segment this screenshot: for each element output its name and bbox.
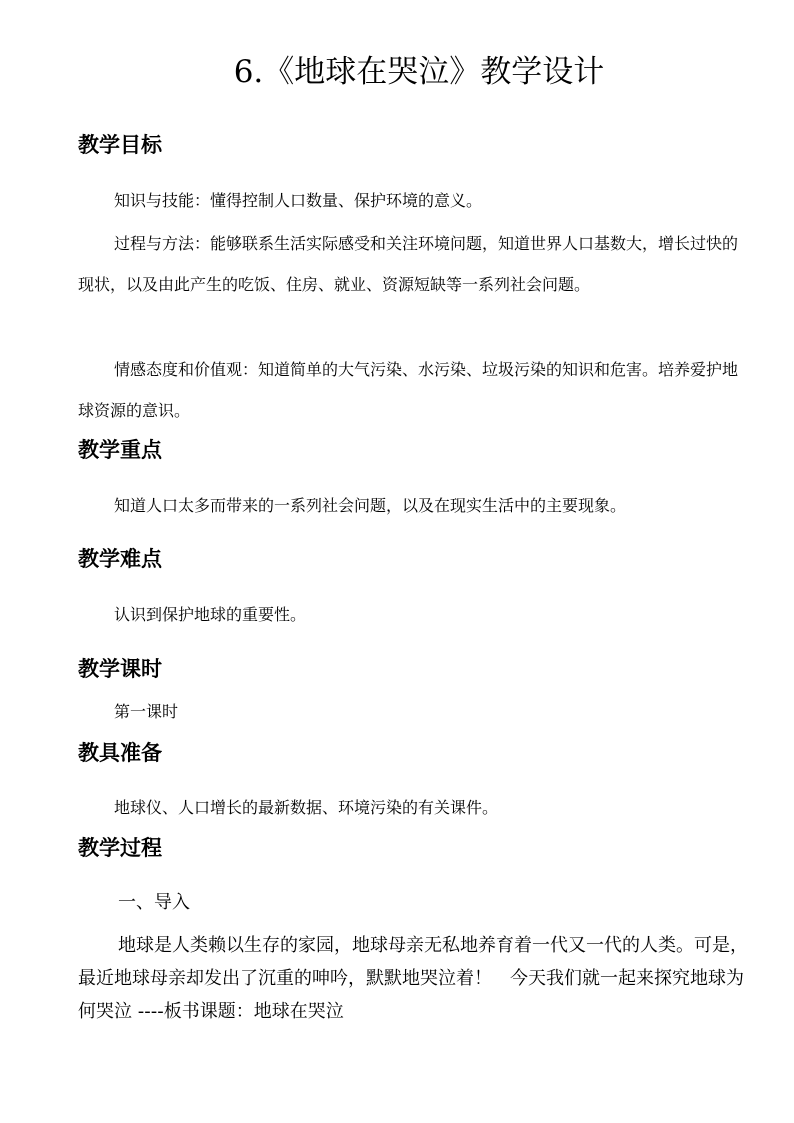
procedure-intro: 地球是人类赖以生存的家园，地球母亲无私地养育着一代又一代的人类。可是，最近地球母亲却发出了沉重的呻吟，默默地哭泣着！ 今天我们就一起来探究地球为何哭泣 ----板书课题：地球在哭泣 [78, 935, 748, 1022]
heading-hours: 教学课时 [78, 657, 162, 681]
heading-key-points: 教学重点 [78, 438, 162, 462]
objective-process: 过程与方法：能够联系生活实际感受和关注环境问题，知道世界人口基数大，增长过快的现状，以及由此产生的吃饭、住房、就业、资源短缺等一系列社会问题。 [78, 234, 739, 294]
hours-text: 第一课时 [114, 702, 179, 721]
key-points-text: 知道人口太多而带来的一系列社会问题，以及在现实生活中的主要现象。 [114, 496, 627, 515]
materials-text: 地球仪、人口增长的最新数据、环境污染的有关课件。 [114, 798, 499, 817]
difficulties-text: 认识到保护地球的重要性。 [114, 605, 307, 624]
heading-difficulties: 教学难点 [78, 547, 162, 571]
heading-objectives: 教学目标 [78, 133, 162, 157]
heading-procedure: 教学过程 [78, 836, 162, 860]
objective-emotion: 情感态度和价值观：知道简单的大气污染、水污染、垃圾污染的知识和危害。培养爱护地球资源的意识。 [78, 360, 739, 420]
document-title: 6.《地球在哭泣》教学设计 [233, 54, 605, 90]
heading-materials: 教具准备 [78, 741, 162, 765]
procedure-step-one: 一、导入 [118, 892, 190, 913]
objective-knowledge: 知识与技能：懂得控制人口数量、保护环境的意义。 [114, 191, 483, 210]
